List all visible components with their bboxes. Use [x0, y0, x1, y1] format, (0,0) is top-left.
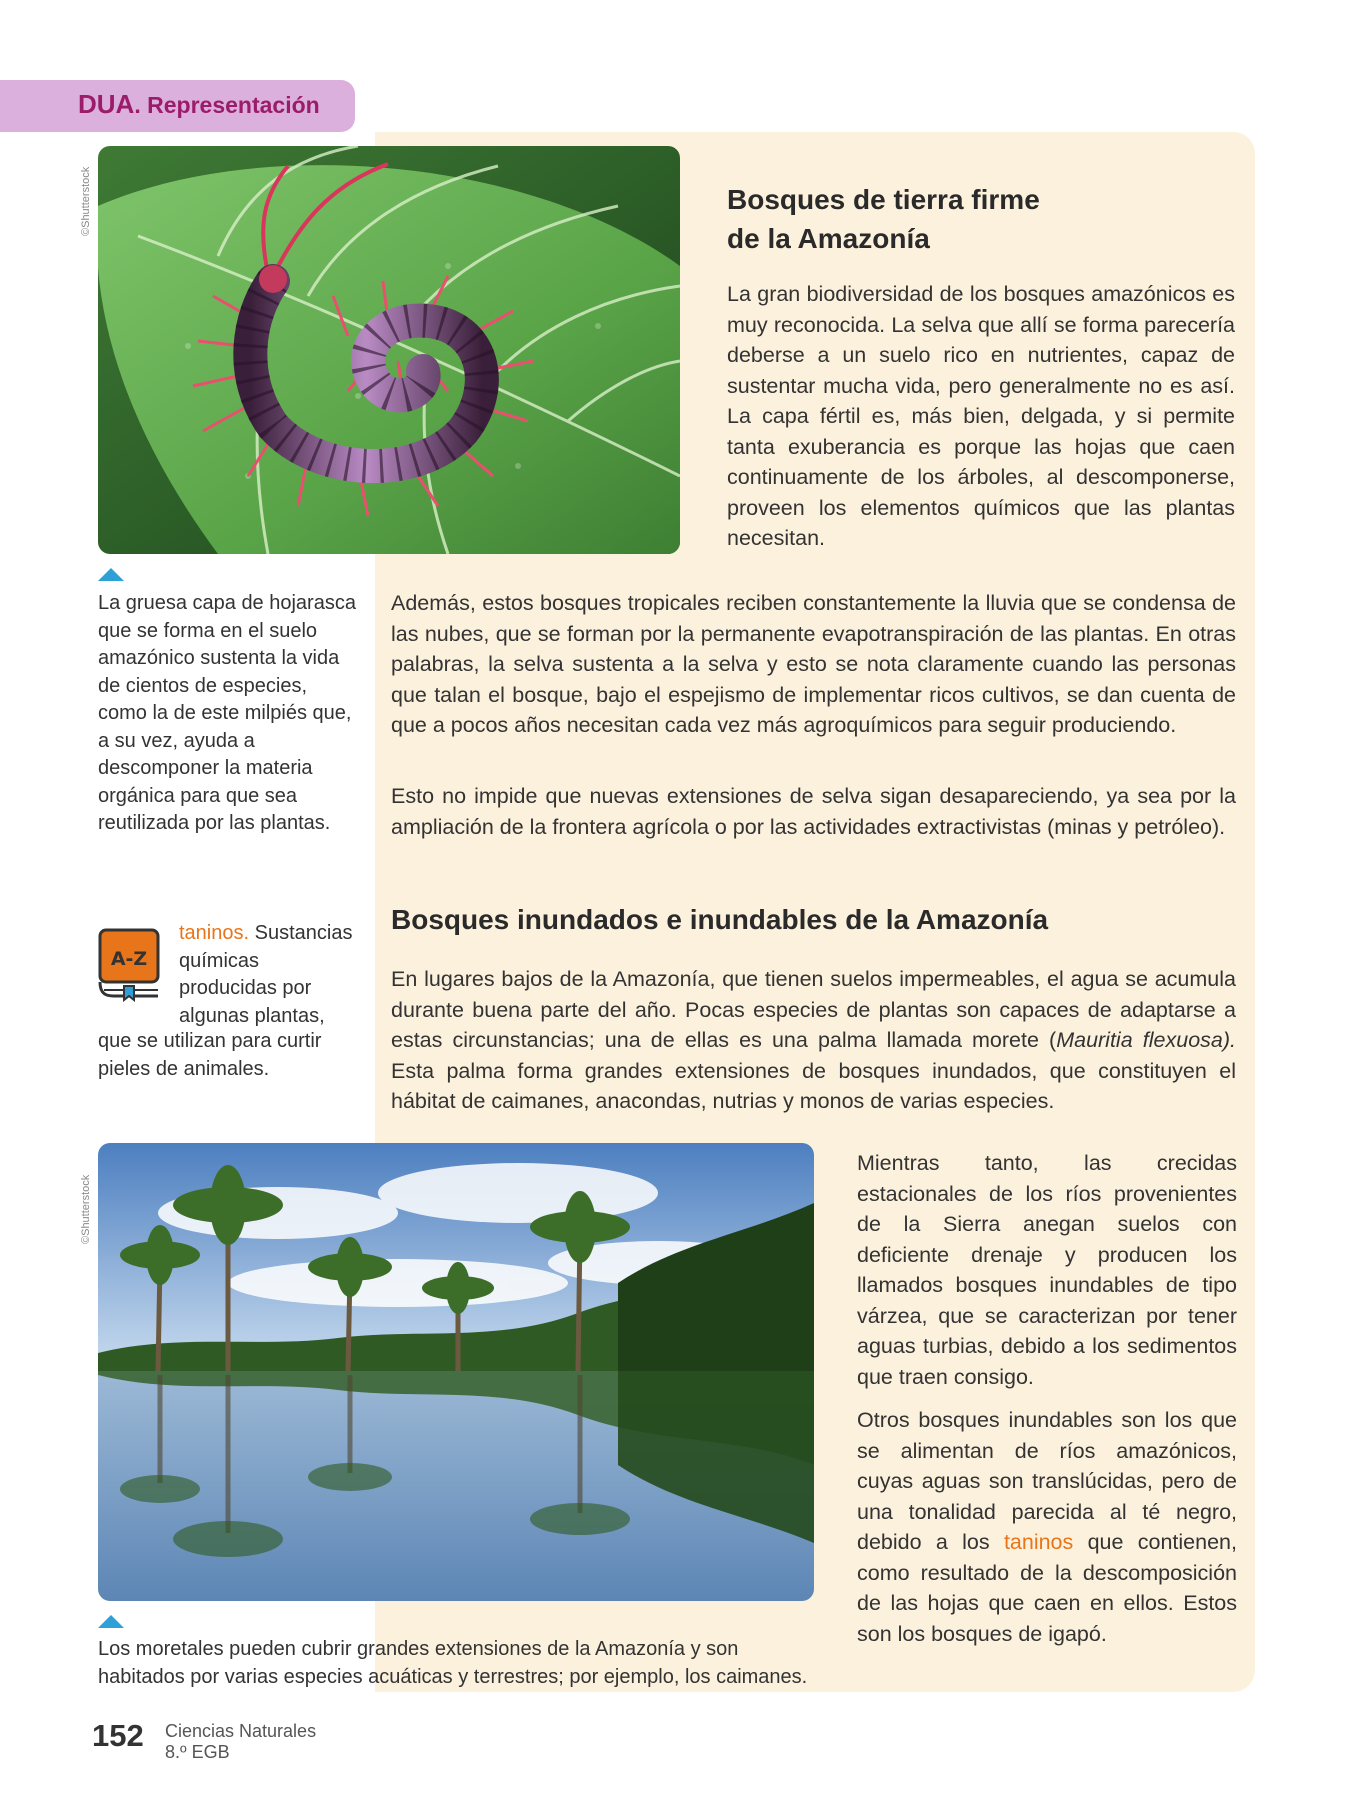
footer-subject — [165, 1721, 316, 1763]
section2-paragraph2: Mientras tanto, las crecidas estacionales de los ríos provenientes de la Sierra anegan suelos con deficiente drenaje y producen los llamados bosques inundables de tipo várzea, que se caracterizan por tener aguas turbias, debido a los sedimentos que traen consigo. — [857, 1151, 1237, 1389]
section2-p3-before: Otros bosques inundables son los que se alimentan de ríos amazónicos, cuyas aguas son translúcidas, pero de una tonalidad parecida al té negro, debido a los — [857, 1408, 1237, 1554]
dua-label: . Representación — [134, 92, 320, 118]
photo-credit: ©Shutterstock — [80, 166, 92, 236]
dua-tab — [0, 80, 355, 132]
glossary-term: taninos. — [179, 922, 250, 944]
glossary-book-icon — [98, 928, 162, 1002]
flooded-forest-photo — [98, 1143, 814, 1601]
photo-credit: ©Shutterstock — [80, 1174, 92, 1244]
flooded-forest-caption: Los moretales pueden cubrir grandes extensiones de la Amazonía y son habitados por varias especies acuáticas y terrestres; por ejemplo, los caimanes. — [98, 1638, 808, 1688]
section2-p3-term: taninos — [1003, 1530, 1074, 1554]
caption-marker-icon — [98, 568, 124, 581]
section1-paragraph1: La gran biodiversidad de los bosques amazónicos es muy reconocida. La selva que allí se forma parecería deberse a un suelo rico en nutrientes, capaz de sustentar mucha vida, pero generalmente no es así. La capa fértil es, más bien, delgada, y si permite tanta exuberancia es porque las hojas que caen continuamente de los árboles, al descomponerse, proveen los elementos químicos que las plantas necesitan. — [727, 282, 1235, 550]
footer-grade: 8.º EGB — [165, 1742, 230, 1762]
section1-title-line1: Bosques de tierra firme — [727, 184, 1040, 215]
section2-paragraph1 — [391, 964, 1236, 1117]
glossary-entry — [179, 920, 359, 1030]
section1-paragraph3: Esto no impide que nuevas extensiones de selva sigan desapareciendo, ya sea por la ampliación de la frontera agrícola o por las actividades extractivistas (minas y petróleo). — [391, 784, 1236, 839]
dua-prefix: DUA — [78, 89, 135, 119]
page-number: 152 — [92, 1718, 144, 1753]
section2-title: Bosques inundados e inundables de la Amazonía — [391, 904, 1049, 935]
section2-p1-before: En lugares bajos de la Amazonía, que tienen suelos impermeables, el agua se acumula durante buena parte del año. Pocas especies de plantas son capaces de adaptarse a estas circunstancias; una de ellas es una palma llamada morete ( — [391, 967, 1236, 1052]
section2-p1-after: Esta palma forma grandes extensiones de bosques inundados, que constituyen el hábitat de caimanes, anacondas, nutrias y monos de varias especies. — [391, 1058, 1236, 1113]
section2-paragraph3 — [857, 1405, 1237, 1649]
millipede-illustration — [98, 146, 680, 554]
section2-p1-italic: Mauritia flexuosa). — [1056, 1028, 1236, 1052]
section1-title — [727, 180, 1040, 258]
section2-p3-after: que contienen, como resultado de la descomposición de las hojas que caen en ellos. Estos son los bosques de igapó. — [857, 1530, 1237, 1646]
caption-marker-icon — [98, 1615, 124, 1628]
flooded-forest-illustration — [98, 1143, 814, 1601]
glossary-icon-text: A-Z — [110, 948, 148, 970]
section1-title-line2: de la Amazonía — [727, 223, 930, 254]
millipede-photo — [98, 146, 680, 554]
glossary-definition-part2: que se utilizan para curtir pieles de animales. — [98, 1030, 322, 1080]
footer-subject-name: Ciencias Naturales — [165, 1721, 317, 1741]
millipede-caption: La gruesa capa de hojarasca que se forma en el suelo amazónico sustenta la vida de cientos de especies, como la de este milpiés que, a su vez, ayuda a descomponer la materia orgánica para que sea reutilizada por las plantas. — [98, 592, 356, 834]
glossary-definition-part1: Sustancias químicas producidas por algunas plantas, — [179, 922, 353, 1027]
section1-paragraph2: Además, estos bosques tropicales reciben constantemente la lluvia que se condensa de las nubes, que se forman por la permanente evapotranspiración de las plantas. En otras palabras, la selva sustenta a la selva y esto se nota claramente cuando las personas que talan el bosque, bajo el espejismo de implementar ricos cultivos, se dan cuenta de que a pocos años necesitan cada vez más agroquímicos para seguir produciendo. — [391, 591, 1236, 737]
